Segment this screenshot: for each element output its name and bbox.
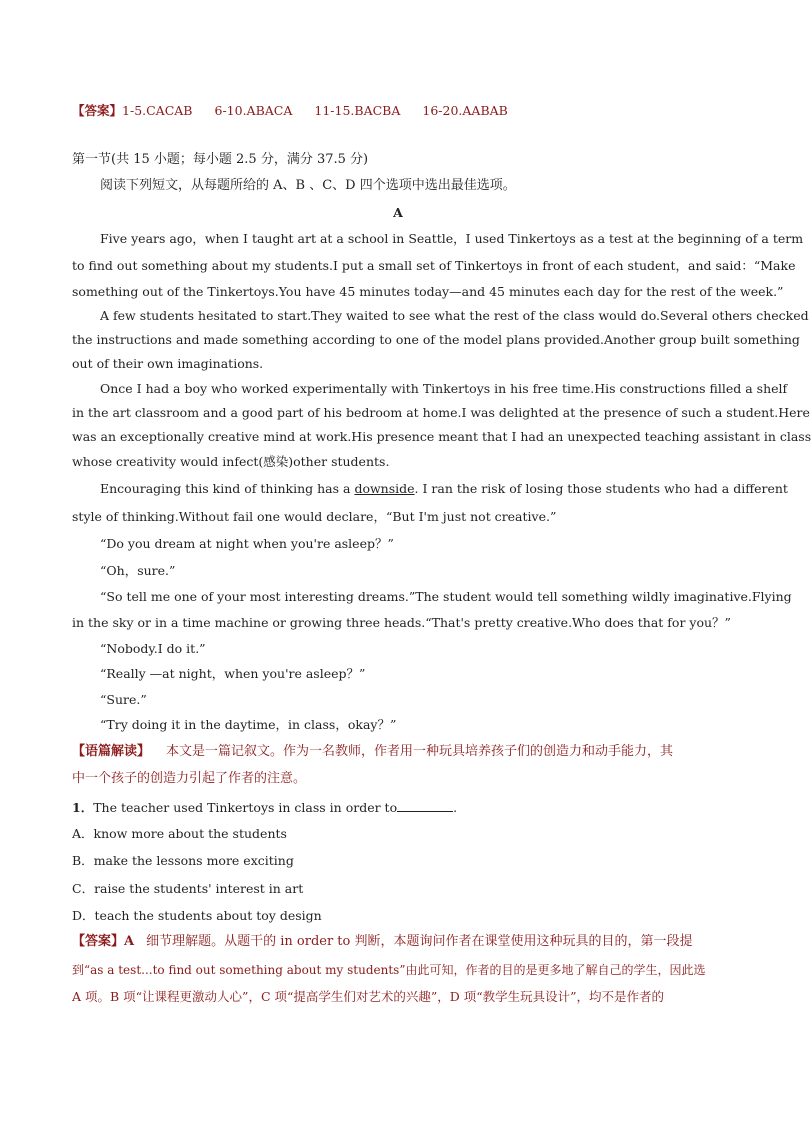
passage-text: . I ran the risk of losing those students who had a different	[414, 481, 788, 496]
answer-key-item: 6-10.ABACA	[214, 103, 293, 118]
dialogue-line: “Try doing it in the daytime，in class，okay？”	[100, 717, 397, 732]
dialogue-line: “Nobody.I do it.”	[100, 641, 206, 656]
passage-line: style of thinking.Without fail one would declare，“But I'm just not creative.”	[72, 509, 557, 524]
section-instruction: 阅读下列短文，从每题所给的 A、B 、C、D 四个选项中选出最佳选项。	[100, 178, 516, 193]
underlined-word: downside	[354, 481, 415, 496]
analysis-label: 【语篇解读】	[72, 744, 151, 759]
option-letter: D．	[72, 908, 95, 923]
explanation-line	[72, 934, 724, 950]
question-stem	[72, 799, 724, 816]
passage-line: to find out something about my students.I put a small set of Tinkertoys in front of each student，and said：“Make	[72, 258, 796, 273]
passage-line: Five years ago，when I taught art at a school in Seattle，I used Tinkertoys as a test at the beginning of a term	[100, 231, 804, 246]
passage-text: Encouraging this kind of thinking has a	[100, 481, 355, 496]
analysis-text: 本文是一篇记叙文。作为一名教师，作者用一种玩具培养孩子们的创造力和动手能力，其	[166, 744, 674, 759]
explanation-line: A 项。B 项“让课程更激动人心”，C 项“提高学生们对艺术的兴趣”，D 项“教学生玩具设计”，均不是作者的	[72, 989, 665, 1004]
option-c	[72, 881, 724, 897]
passage-line: something out of the Tinkertoys.You have 45 minutes today—and 45 minutes each day for the rest of the week.”	[72, 284, 784, 299]
passage-line: the instructions and made something according to one of the model plans provided.Another group built something	[72, 332, 800, 347]
option-b	[72, 853, 724, 869]
dialogue-line: “Sure.”	[100, 692, 147, 707]
explanation-line: 到“as a test...to find out something about my students”由此可知，作者的目的是更多地了解自己的学生，因此选	[72, 963, 706, 977]
dialogue-line: “Do you dream at night when you're asleep？”	[100, 536, 394, 551]
option-a	[72, 826, 724, 842]
question-number: 1．	[72, 800, 94, 815]
option-letter: A．	[72, 826, 94, 841]
passage-letter: A	[393, 205, 403, 220]
option-text: teach the students about toy design	[94, 908, 322, 923]
analysis-line	[72, 744, 724, 760]
passage-line: Once I had a boy who worked experimentally with Tinkertoys in his free time.His constructions filled a shelf	[100, 381, 788, 396]
option-letter: B．	[72, 853, 94, 868]
passage-line: was an exceptionally creative mind at work.His presence meant that I had an unexpected teaching assistant in class	[72, 429, 811, 444]
answer-blank	[397, 799, 453, 812]
dialogue-line: “Really —at night，when you're asleep？”	[100, 666, 366, 681]
answer-key-line	[72, 103, 724, 119]
answer-key-item: 1-5.CACAB	[122, 103, 193, 118]
passage-line: A few students hesitated to start.They waited to see what the rest of the class would do.Several others checked	[100, 308, 809, 323]
passage-line	[100, 481, 788, 497]
answer-key-item: 16-20.AABAB	[422, 103, 508, 118]
option-d	[72, 908, 724, 924]
dialogue-line: “Oh，sure.”	[100, 563, 176, 578]
option-text: know more about the students	[93, 826, 287, 841]
passage-line: in the art classroom and a good part of his bedroom at home.I was delighted at the presence of such a student.Here	[72, 405, 810, 420]
explanation-label: 【答案】	[72, 934, 125, 949]
answer-key-item: 11-15.BACBA	[314, 103, 401, 118]
option-letter: C．	[72, 881, 95, 896]
question-text: The teacher used Tinkertoys in class in order to	[93, 800, 398, 815]
explanation-text: 细节理解题。从题干的 in order to 判断，本题询问作者在课堂使用这种玩具的目的，第一段提	[146, 934, 693, 949]
passage-line: out of their own imaginations.	[72, 356, 264, 371]
dialogue-line: in the sky or in a time machine or growing three heads.“That's pretty creative.Who does that for you？”	[72, 615, 731, 630]
option-text: make the lessons more exciting	[93, 853, 294, 868]
passage-line: whose creativity would infect(感染)other students.	[72, 454, 390, 469]
option-text: raise the students' interest in art	[94, 881, 304, 896]
answer-key-label: 【答案】	[72, 103, 123, 118]
question-end: .	[453, 800, 458, 815]
section-heading: 第一节(共 15 小题；每小题 2.5 分，满分 37.5 分)	[72, 152, 369, 167]
dialogue-line: “So tell me one of your most interesting dreams.”The student would tell something wildly imaginative.Flying	[100, 589, 792, 604]
explanation-answer: A	[124, 934, 135, 949]
analysis-line: 中一个孩子的创造力引起了作者的注意。	[72, 771, 307, 786]
